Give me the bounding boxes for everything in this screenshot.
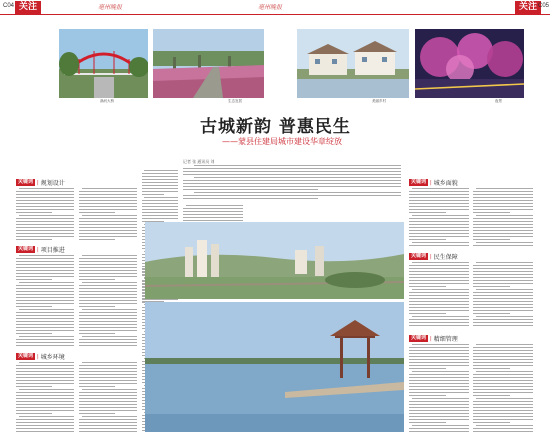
masthead-calligraphy-right: 亳州晚报: [258, 4, 283, 11]
text-column: [79, 255, 137, 349]
villas-photo: [297, 29, 409, 98]
text-column: [473, 344, 533, 436]
section-tab-left: 关注: [15, 1, 41, 14]
section-head-3: 关键词 | 城乡环境: [18, 353, 65, 361]
text-column: [16, 188, 74, 243]
section-title: 规划设计: [40, 180, 65, 187]
section-title: 城乡环境: [40, 354, 65, 361]
section-tab-right: 关注: [515, 1, 541, 14]
text-column: [409, 344, 469, 436]
article-subhead: ——蒙县住建局城市建设华章绽放: [222, 137, 342, 146]
flowers-photo-caption: 生态宜居: [228, 99, 242, 103]
section-keyword: 关键词: [18, 353, 34, 359]
section-keyword: 关键词: [411, 179, 427, 185]
header-rule: [0, 14, 550, 15]
text-column: [409, 188, 469, 248]
text-column: [183, 205, 243, 223]
lake-pavilion-photo: [145, 302, 404, 432]
article-headline: 古城新韵 普惠民生: [200, 117, 351, 137]
bridge-photo-caption: 涡河大桥: [100, 99, 114, 103]
section-title: 城乡面貌: [433, 180, 458, 187]
section-title: 项目推进: [40, 247, 65, 254]
city-skyline-photo: [145, 222, 404, 299]
flowers-photo: [153, 29, 264, 98]
section-head-4: 关键词 | 城乡面貌: [411, 179, 458, 187]
article-byline: 记者 张 通讯员 刘: [183, 159, 215, 164]
bridge-photo: [59, 29, 148, 98]
text-column: [409, 262, 469, 330]
text-column: [473, 188, 533, 248]
text-column: [16, 255, 74, 349]
night-scene-photo-caption: 夜景: [495, 99, 502, 103]
text-column: [79, 362, 137, 436]
article-intro: [183, 165, 401, 203]
page-number-left: C04: [3, 3, 15, 9]
masthead-calligraphy-left: 亳州晚报: [98, 4, 123, 11]
section-head-2: 关键词 | 项目推进: [18, 246, 65, 254]
text-column: [473, 262, 533, 330]
section-keyword: 关键词: [411, 253, 427, 259]
section-head-1: 关键词 | 规划设计: [18, 179, 65, 187]
section-title: 精细管理: [433, 336, 458, 343]
section-head-6: 关键词 | 精细管理: [411, 335, 458, 343]
section-keyword: 关键词: [411, 335, 427, 341]
text-column: [79, 188, 137, 243]
section-keyword: 关键词: [18, 246, 34, 252]
text-column: [16, 362, 74, 436]
section-title: 民生保障: [433, 254, 458, 261]
villas-photo-caption: 美丽乡村: [372, 99, 386, 103]
section-keyword: 关键词: [18, 179, 34, 185]
section-head-5: 关键词 | 民生保障: [411, 253, 458, 261]
page-number-right: C05: [538, 3, 550, 9]
night-scene-photo: [415, 29, 524, 98]
